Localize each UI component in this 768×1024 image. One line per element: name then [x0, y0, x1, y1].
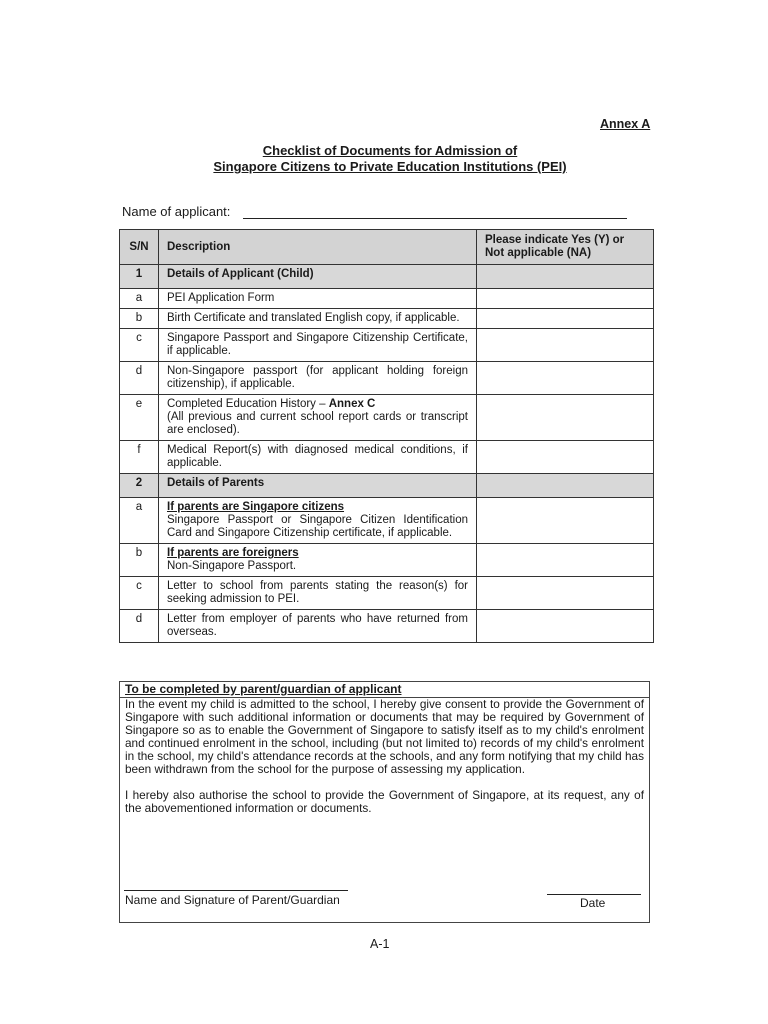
table-header-row: [120, 230, 654, 265]
header-description: Description: [159, 230, 477, 265]
section-answer-cell: [477, 265, 654, 289]
row-sn: a: [120, 498, 159, 544]
annex-label: Annex A: [600, 117, 651, 131]
row-description: Medical Report(s) with diagnosed medical conditions, if applicable.: [159, 441, 477, 474]
row-sn: c: [120, 577, 159, 610]
answer-cell[interactable]: [477, 329, 654, 362]
row-description: Birth Certificate and translated English copy, if applicable.: [159, 309, 477, 329]
row-heading: If parents are foreigners: [167, 547, 299, 559]
row-sn: b: [120, 544, 159, 577]
answer-cell[interactable]: [477, 544, 654, 577]
table-row: [120, 498, 654, 544]
name-of-applicant-line[interactable]: [243, 218, 627, 219]
answer-cell[interactable]: [477, 441, 654, 474]
checklist-table: [119, 229, 654, 643]
row-description: PEI Application Form: [159, 289, 477, 309]
section-sn: 1: [120, 265, 159, 289]
signature-line[interactable]: [124, 890, 348, 891]
consent-paragraph-2: I hereby also authorise the school to provide the Government of Singapore, at its request, any of the abovementioned information or documents.: [125, 788, 644, 815]
row-description: [159, 544, 477, 577]
row-sn: e: [120, 395, 159, 441]
consent-heading: To be completed by parent/guardian of applicant: [120, 682, 649, 698]
row-sn: f: [120, 441, 159, 474]
row-text-main: Completed Education History –: [167, 398, 329, 410]
table-row: [120, 289, 654, 309]
title-line-2: Singapore Citizens to Private Education Institutions (PEI): [213, 159, 567, 174]
row-text-sub: (All previous and current school report cards or transcript are enclosed).: [167, 411, 468, 436]
answer-cell[interactable]: [477, 395, 654, 441]
page-number: A-1: [370, 937, 390, 951]
row-description: Non-Singapore passport (for applicant holding foreign citizenship), if applicable.: [159, 362, 477, 395]
answer-cell[interactable]: [477, 610, 654, 643]
section-answer-cell: [477, 474, 654, 498]
table-row: [120, 362, 654, 395]
row-sn: d: [120, 610, 159, 643]
section-row-applicant: [120, 265, 654, 289]
answer-cell[interactable]: [477, 577, 654, 610]
section-sn: 2: [120, 474, 159, 498]
table-row: [120, 329, 654, 362]
row-description: Singapore Passport and Singapore Citizenship Certificate, if applicable.: [159, 329, 477, 362]
table-row: [120, 309, 654, 329]
row-text: Non-Singapore Passport.: [167, 560, 297, 572]
row-sn: c: [120, 329, 159, 362]
table-row: [120, 441, 654, 474]
date-line[interactable]: [547, 894, 641, 895]
table-row: [120, 544, 654, 577]
row-text-bold: Annex C: [328, 398, 376, 410]
answer-cell[interactable]: [477, 309, 654, 329]
row-text: Singapore Passport or Singapore Citizen Identification Card and Singapore Citizenship certificate, if applicable.: [167, 514, 468, 539]
section-row-parents: [120, 474, 654, 498]
table-row: [120, 610, 654, 643]
row-sn: a: [120, 289, 159, 309]
row-description: Letter from employer of parents who have returned from overseas.: [159, 610, 477, 643]
table-row: [120, 395, 654, 441]
row-heading: If parents are Singapore citizens: [167, 501, 345, 513]
answer-cell[interactable]: [477, 289, 654, 309]
row-description: [159, 498, 477, 544]
row-description: [159, 395, 477, 441]
section-title: Details of Applicant (Child): [159, 265, 477, 289]
document-title: [150, 143, 630, 175]
header-indicate: Please indicate Yes (Y) or Not applicable (NA): [477, 230, 654, 265]
title-line-1: Checklist of Documents for Admission of: [262, 143, 518, 158]
row-sn: b: [120, 309, 159, 329]
date-label: Date: [580, 896, 606, 910]
row-sn: d: [120, 362, 159, 395]
header-sn: S/N: [120, 230, 159, 265]
consent-box: [119, 681, 650, 923]
section-title: Details of Parents: [159, 474, 477, 498]
answer-cell[interactable]: [477, 362, 654, 395]
name-of-applicant-label: Name of applicant:: [122, 204, 231, 219]
signature-label: Name and Signature of Parent/Guardian: [125, 893, 340, 907]
row-description: Letter to school from parents stating the reason(s) for seeking admission to PEI.: [159, 577, 477, 610]
table-row: [120, 577, 654, 610]
consent-paragraph-1: In the event my child is admitted to the school, I hereby give consent to provide the Government of Singapore with such additional information or documents that may be required by Government of Singapore so as to enable the Government of Singapore to satisfy itself as to my child's enrolment and continued enrolment in the school, including (but not limited to) records of my child's enrolment in the school, my child's attendance records at the schools, and any form notifying that my child has been withdrawn from the school for the purpose of assessing my application.: [125, 697, 644, 776]
answer-cell[interactable]: [477, 498, 654, 544]
